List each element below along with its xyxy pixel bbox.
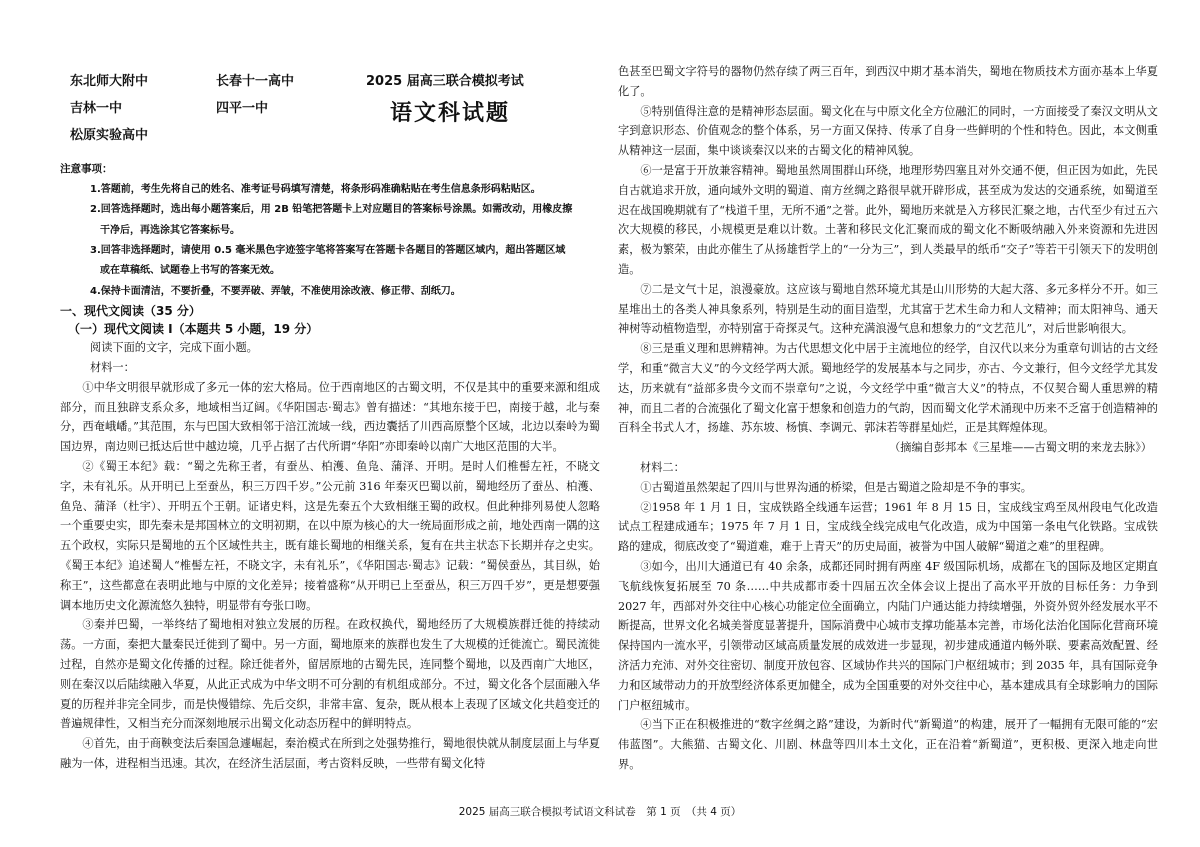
section-title: 一、现代文阅读（35 分） [60,304,201,319]
school-name: 吉林一中 [70,101,123,116]
article-paragraph: ⑥一是富于开放兼容精神。蜀地虽然周围群山环绕，地理形势四塞且对外交通不便，但正因为如此，先民自古就追求开放，通向域外文明的蜀道、南方丝绸之路很早就开辟形成，甚至成为发达的交通系统，如蜀道至迟在战国晚期就有了“栈道千里，无所不通”之誉。此外，蜀地历来就是入方移民汇聚之地，古代至少有过五六次大规模的移民，小规模更是难以计数。土著和移民文化汇聚而成的蜀文化不断吸纳融入外来资源和先进因素，极为繁荣，由此亦催生了从扬雄哲学上的“一分为三”，到人类最早的纸币“交子”等若干引领天下的发明创造。 [618,163,1158,276]
notice-heading: 注意事项： [60,163,113,175]
left-column [60,62,600,774]
article-paragraph: ④首先，由于商鞅变法后秦国急遽崛起，秦治模式在所到之处强势推行，蜀地很快就从制度层面上与华夏融为一体，进程相当迅速。其次，在经济生活层面，考古资料反映，一些带有蜀文化特 [60,737,600,770]
exam-header [60,62,600,160]
exam-title: 2025 届高三联合模拟考试 [366,74,524,89]
notice-item: 3.回答非选择题时，请使用 0.5 毫米黑色字迹签字笔将答案写在答题卡各题目的答题区域内，超出答题区域 [90,245,566,257]
article-paragraph: ④当下正在积极推进的“数字丝绸之路”建设，为新时代“新蜀道”的构建，展开了一幅拥有无限可能的“宏伟蓝图”。大熊猫、古蜀文化、川剧、林盘等四川本土文化，正在沿着“新蜀道”，更积极、更深入地走向世界。 [618,718,1158,771]
article-paragraph: ⑧三是重义理和思辨精神。为古代思想文化中居于主流地位的经学，自汉代以来分为重章句训诂的古文经学，和重“微言大义”的今文经学两大派。蜀地经学的发展基本与之同步，亦古、今文兼行，但今文经学尤其发达，历来就有“益部多贵今文而不崇章句”之说，今文经学中重“微言大义”的特点，不仅契合蜀人重思辨的精神，而且二者的合流强化了蜀文化富于想象和创造力的气韵，因而蜀文化学术涌现中历来不乏富于创造精神的百科全书式人才，扬雄、苏东坡、杨慎、李调元、郭沫若等群星灿烂，正是其辉煌体现。 [618,342,1158,435]
school-name: 松原实验高中 [70,128,149,143]
article-paragraph: ②1958 年 1 月 1 日，宝成铁路全线通车运营；1961 年 8 月 15 日，宝成线宝鸡至凤州段电气化改造试点工程建成通车；1975 年 7 月 1 日，宝成线全线完成电气化改造，成为中国第一条电气化铁路。宝成铁路的建成，彻底改变了“蜀道难，难于上青天”的历史局面，被誉为中国人破解“蜀道之难”的里程碑。 [618,500,1158,554]
school-name: 四平一中 [216,101,269,116]
article-paragraph: ①中华文明很早就形成了多元一体的宏大格局。位于西南地区的古蜀文明，不仅是其中的重要来源和组成部分，而且独辟支系众多，地域相当辽阔。《华阳国志·蜀志》曾有描述：“其地东接于巴，南接于越，北与秦分，西奄峨嶓。”其范围，东与巴国大致相邻于涪江流域一线，西边囊括了川西高原整个区域，北边以秦岭为蜀国边界，南边则已抵达后世中越边境，几乎占据了古代所谓“华阳”亦即秦岭以南广大地区范围的大半。 [60,380,600,454]
notice-item: 或在草稿纸、试题卷上书写的答案无效。 [100,265,280,277]
instruction-text: 阅读下面的文字，完成下面小题。 [90,341,258,355]
school-name: 东北师大附中 [70,74,149,89]
notice-item: 1.答题前，考生先将自己的姓名、准考证号码填写清楚，将条形码准确粘贴在考生信息条形码粘贴区。 [90,183,541,195]
article-paragraph: 色甚至巴蜀文字符号的器物仍然存续了两三百年，到西汉中期才基本消失，蜀地在物质技术方面亦基本上华夏化了。 [618,65,1158,98]
material-label: 材料一： [90,361,135,375]
article-paragraph: ⑦二是文气十足，浪漫豪放。这应该与蜀地自然环境尤其是山川形势的大起大落、多元多样分不开。如三星堆出土的各类人神具象系列，特别是生动的面目造型，尤其富于艺术生命力和人文精神；而太阳神鸟、通天神树等动植物造型，亦特别富于奇探灵气。这种充满浪漫气息和想象力的“文艺范儿”，对后世影响很大。 [618,282,1158,336]
article-paragraph: ②《蜀王本纪》载：“蜀之先称王者，有蚕丛、柏濩、鱼凫、蒲泽、开明。是时人们椎髻左衽，不晓文字，未有礼乐。从开明已上至蚕丛，积三万四千岁。”公元前 316 年秦灭巴蜀以前，蜀地经历了蚕丛、柏濩、鱼凫、蒲泽（杜宇）、开明五个王朝。证诸史料，这是先秦五个大致相继王蜀的政权。但此种排列易使人忽略一个重要史实，即先秦未是邦国林立的文明初期，在以中原为核心的大一统局面形成之前，地处西南一隅的这五个政权，实际只是蜀地的五个区域性共主，既有雄长蜀地的相继关系，复有在共主状态下长期并存之史实。《蜀王本纪》追述蜀人“椎髻左衽，不晓文字，未有礼乐”，《华阳国志·蜀志》记载：“蜀侯蚕丛，其目纵，始称王”，这些都意在表明此地与中原的文化差异；接着盛称“从开明已上至蚕丛，积三万四千岁”，更是想要强调本地历史文化源流悠久独特，明显带有夸张口吻。 [60,460,600,612]
article-paragraph: ③如今，出川大通道已有 40 余条，成都还同时拥有两座 4F 级国际机场，成都在飞的国际及地区定期直飞航线恢复拓展至 70 条……中共成都市委十四届五次全体会议上提出了高水平开放的目标任务：力争到 2027 年，西部对外交往中心核心功能定位全面确立，内陆门户通达能力持续增强，外资外贸外经发展水平不断提高，世界文化名城美誉度显著提升，国际消费中心城市支撑功能基本完善，市场化法治化国际化营商环境保持国内一流水平，引领带动区域高质量发展的成效进一步显现，初步建成通道内畅外联、要素高效配置、经济活力充沛、对外交往密切、制度开放包容、区域协作共兴的国际门户枢纽城市；到 2035 年，具有国际竞争力和区域带动力的开放型经济体系更加健全，成为全国重要的对外交往中心，基本建成具有全球影响力的国际门户枢纽城市。 [618,559,1158,712]
right-column [618,62,1158,775]
article-paragraph: ①古蜀道虽然架起了四川与世界沟通的桥梁，但是古蜀道之险却是不争的事实。 [640,480,1032,494]
section-subtitle: （一）现代文阅读 I（本题共 5 小题，19 分） [68,322,319,337]
notice-item: 4.保持卡面清洁，不要折叠，不要弄破、弄皱，不准使用涂改液、修正带、刮纸刀。 [90,285,461,297]
notice-item: 2.回答选择题时，选出每小题答案后，用 2B 铅笔把答题卡上对应题目的答案标号涂黑。如需改动，用橡皮擦 [90,204,573,216]
material-label: 材料二： [640,460,685,474]
notice-item: 干净后，再选涂其它答案标号。 [100,224,240,236]
school-name: 长春十一高中 [216,74,295,89]
article-paragraph: ⑤特别值得注意的是精神形态层面。蜀文化在与中原文化全方位融汇的同时，一方面接受了秦汉文明从文字到意识形态、价值观念的整个体系，另一方面又保持、传承了自身一些鲜明的个性和特色。因此，本文侧重从精神这一层面，集中谈谈秦汉以来的古蜀文化的精神风貌。 [618,104,1158,158]
article-paragraph: ③秦并巴蜀，一举终结了蜀地相对独立发展的历程。在政权换代，蜀地经历了大规模族群迁徙的持续动荡。一方面，秦把大量秦民迁徙到了蜀中。另一方面，蜀地原来的族群也发生了大规模的迁徙流亡。蜀民流徙过程，自然亦是蜀文化传播的过程。除迁徙者外，留居原地的古蜀先民，连同整个蜀地，以及西南广大地区，则在秦汉以后陆续融入华夏，从此正式成为中华文明不可分割的有机组成部分。不过，蜀文化各个层面融入华夏的历程并非完全同步，而是快慢错综、先后交织，非常丰富、复杂，既从根本上表现了区域文化共趋变迁的普遍规律性，又相当充分而深刻地展示出蜀文化动态历程中的鲜明特点。 [60,618,600,731]
page-footer: 2025 届高三联合模拟考试语文科试卷 第 1 页 （共 4 页） [458,806,742,818]
subject-title: 语文科试题 [390,101,511,126]
source-citation: （摘编自彭邦本《三星堆——古蜀文明的来龙去脉》） [889,441,1152,455]
